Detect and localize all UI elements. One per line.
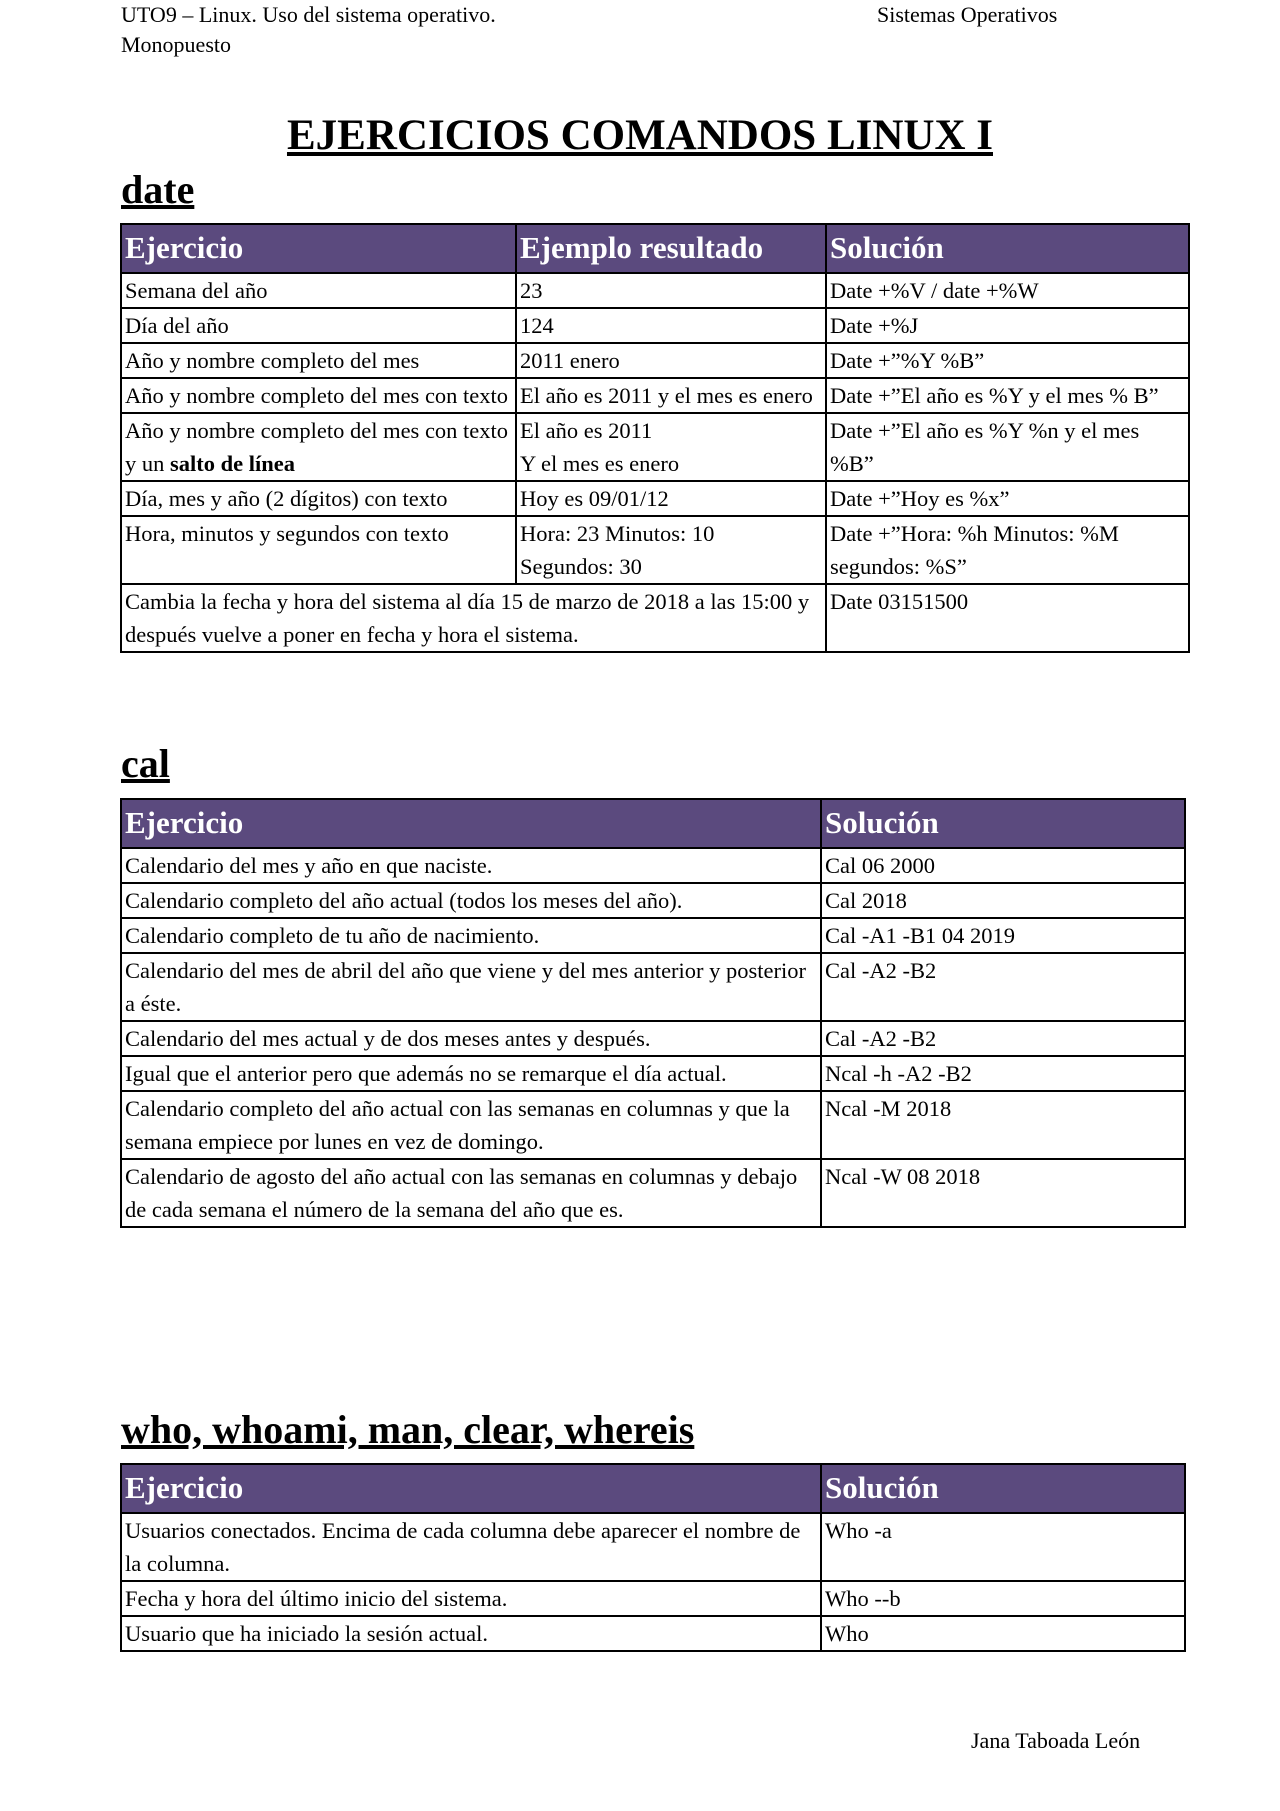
table-row (121, 1091, 1185, 1159)
cell-ejercicio: Calendario del mes y año en que naciste. (121, 848, 821, 883)
cell-ejemplo: El año es 2011 y el mes es enero (516, 378, 826, 413)
section-heading-who: who, whoami, man, clear, whereis (121, 1407, 695, 1452)
table-row (121, 1021, 1185, 1056)
cell-ejercicio: Igual que el anterior pero que además no se remarque el día actual. (121, 1056, 821, 1091)
table-row (121, 273, 1189, 308)
cell-ejemplo-line2: Y el mes es enero (520, 451, 680, 476)
cell-ejercicio: Día, mes y año (2 dígitos) con texto (121, 481, 516, 516)
footer-author: Jana Taboada León (971, 1728, 1141, 1753)
cell-ejemplo: 2011 enero (516, 343, 826, 378)
cell-solucion: Cal -A2 -B2 (821, 953, 1185, 1021)
cell-solucion: Date +”Hora: %h Minutos: %M segundos: %S” (826, 516, 1189, 584)
header-left-line2: Monopuesto (121, 32, 231, 57)
who-table (120, 1463, 1186, 1652)
table-row (121, 516, 1189, 584)
table-row (121, 378, 1189, 413)
cell-ejemplo: 124 (516, 308, 826, 343)
cell-ejercicio-bold-text: salto de línea (170, 451, 296, 476)
cell-ejemplo (516, 413, 826, 481)
table-row (121, 413, 1189, 481)
cell-solucion: Cal 06 2000 (821, 848, 1185, 883)
cell-solucion: Ncal -W 08 2018 (821, 1159, 1185, 1227)
cell-ejercicio: Calendario de agosto del año actual con las semanas en columnas y debajo de cada semana el número de la semana del año que es. (121, 1159, 821, 1227)
cell-ejemplo-line1: Hora: 23 Minutos: 10 (520, 521, 715, 546)
cell-ejercicio: Calendario completo del año actual con las semanas en columnas y que la semana empiece por lunes en vez de domingo. (121, 1091, 821, 1159)
cell-solucion: Date +%J (826, 308, 1189, 343)
table-row (121, 1056, 1185, 1091)
section-heading-cal: cal (121, 741, 170, 786)
cell-ejercicio: Fecha y hora del último inicio del sistema. (121, 1581, 821, 1616)
table-header-row (121, 799, 1185, 848)
column-header-ejemplo: Ejemplo resultado (516, 224, 826, 273)
cell-ejercicio: Calendario del mes de abril del año que viene y del mes anterior y posterior a éste. (121, 953, 821, 1021)
cell-solucion: Who (821, 1616, 1185, 1651)
cell-solucion: Cal -A1 -B1 04 2019 (821, 918, 1185, 953)
column-header-ejercicio: Ejercicio (121, 799, 821, 848)
cell-ejemplo (516, 516, 826, 584)
table-row (121, 1159, 1185, 1227)
table-row (121, 883, 1185, 918)
cell-ejercicio: Año y nombre completo del mes (121, 343, 516, 378)
cell-solucion: Date +”%Y %B” (826, 343, 1189, 378)
table-header-row (121, 224, 1189, 273)
cell-solucion: Ncal -M 2018 (821, 1091, 1185, 1159)
cell-ejercicio: Año y nombre completo del mes con texto (121, 378, 516, 413)
cell-solucion: Date +”El año es %Y %n y el mes %B” (826, 413, 1189, 481)
table-row (121, 584, 1189, 652)
cell-ejercicio: Calendario completo del año actual (todos los meses del año). (121, 883, 821, 918)
cell-solucion: Date 03151500 (826, 584, 1189, 652)
cell-ejercicio: Día del año (121, 308, 516, 343)
table-row (121, 1616, 1185, 1651)
section-heading-date: date (121, 167, 195, 212)
cell-ejercicio (121, 413, 516, 481)
table-row (121, 953, 1185, 1021)
cell-ejercicio: Hora, minutos y segundos con texto (121, 516, 516, 584)
cell-solucion: Date +”Hoy es %x” (826, 481, 1189, 516)
cell-ejercicio: Calendario completo de tu año de nacimiento. (121, 918, 821, 953)
column-header-solucion: Solución (826, 224, 1189, 273)
cell-ejercicio: Cambia la fecha y hora del sistema al día 15 de marzo de 2018 a las 15:00 y después vuelve a poner en fecha y hora el sistema. (121, 584, 826, 652)
table-header-row (121, 1464, 1185, 1513)
header-right: Sistemas Operativos (877, 2, 1058, 27)
cal-table (120, 798, 1186, 1228)
table-row (121, 481, 1189, 516)
cell-solucion: Ncal -h -A2 -B2 (821, 1056, 1185, 1091)
header-left-line1: UTO9 – Linux. Uso del sistema operativo. (121, 2, 496, 27)
page-title: EJERCICIOS COMANDOS LINUX I (286, 112, 993, 159)
date-table (120, 223, 1190, 653)
cell-ejercicio: Usuarios conectados. Encima de cada columna debe aparecer el nombre de la columna. (121, 1513, 821, 1581)
table-row (121, 308, 1189, 343)
table-row (121, 848, 1185, 883)
cell-ejercicio: Usuario que ha iniciado la sesión actual. (121, 1616, 821, 1651)
cell-solucion: Date +”El año es %Y y el mes % B” (826, 378, 1189, 413)
cell-ejemplo-line2: Segundos: 30 (520, 554, 642, 579)
column-header-ejercicio: Ejercicio (121, 224, 516, 273)
cell-ejemplo: Hoy es 09/01/12 (516, 481, 826, 516)
table-row (121, 1513, 1185, 1581)
cell-ejercicio-text: Año y nombre completo del mes con texto y un (125, 418, 509, 476)
cell-solucion: Who -a (821, 1513, 1185, 1581)
cell-ejemplo-line1: El año es 2011 (520, 418, 653, 443)
cell-solucion: Date +%V / date +%W (826, 273, 1189, 308)
column-header-solucion: Solución (821, 1464, 1185, 1513)
cell-ejercicio: Calendario del mes actual y de dos meses antes y después. (121, 1021, 821, 1056)
header-left (121, 0, 496, 60)
cell-solucion: Cal -A2 -B2 (821, 1021, 1185, 1056)
column-header-solucion: Solución (821, 799, 1185, 848)
cell-solucion: Who --b (821, 1581, 1185, 1616)
cell-ejemplo: 23 (516, 273, 826, 308)
column-header-ejercicio: Ejercicio (121, 1464, 821, 1513)
cell-ejercicio: Semana del año (121, 273, 516, 308)
table-row (121, 343, 1189, 378)
cell-solucion: Cal 2018 (821, 883, 1185, 918)
table-row (121, 1581, 1185, 1616)
table-row (121, 918, 1185, 953)
